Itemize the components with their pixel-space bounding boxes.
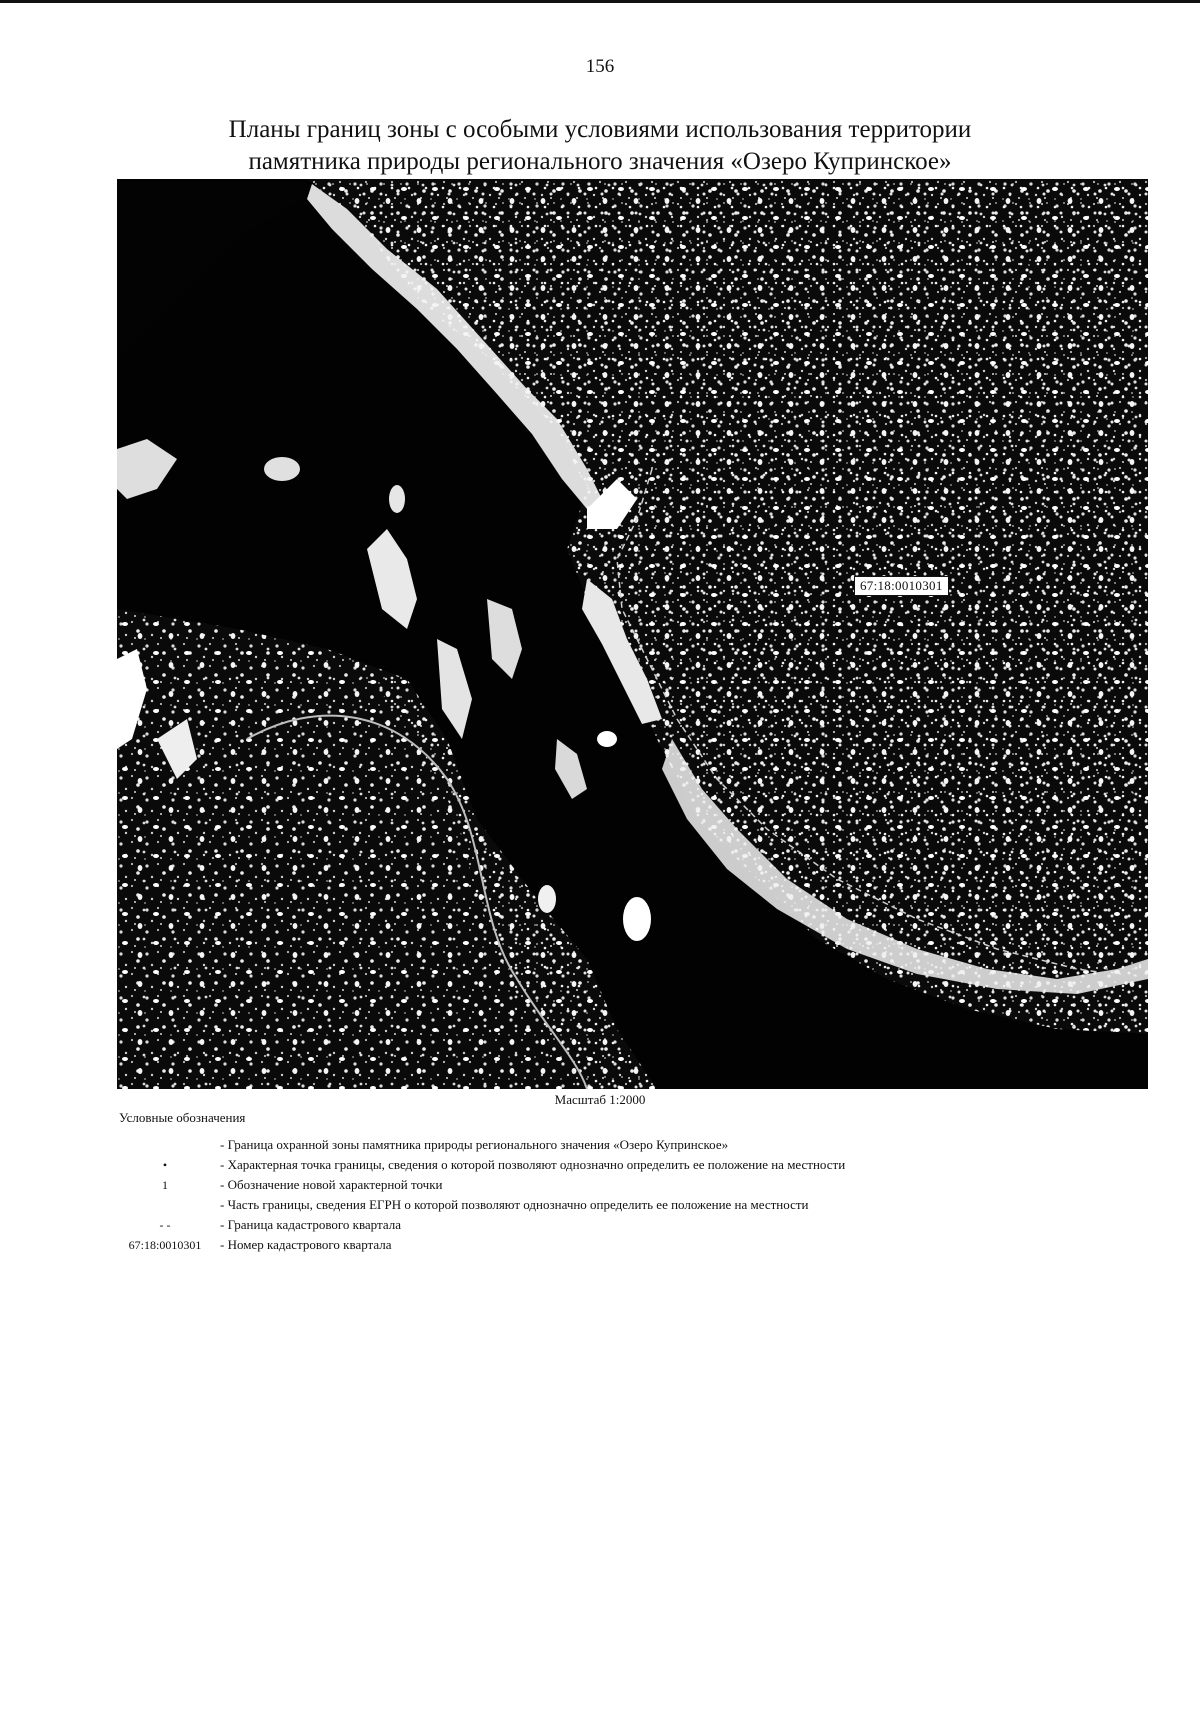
- page-title: [150, 114, 1050, 178]
- legend-text: - Граница кадастрового квартала: [220, 1217, 401, 1232]
- legend-item: [110, 1155, 1090, 1175]
- legend-symbol: •: [162, 1157, 168, 1172]
- title-line-2: памятника природы регионального значения «Озеро Купринское»: [248, 148, 952, 175]
- legend-item: [110, 1215, 1090, 1235]
- legend-title: Условные обозначения: [119, 1110, 246, 1125]
- legend-item: [110, 1235, 1090, 1255]
- legend: [110, 1135, 1090, 1255]
- legend-symbol: 67:18:0010301: [128, 1237, 202, 1252]
- legend-text: - Граница охранной зоны памятника природы регионального значения «Озеро Купринское»: [220, 1137, 729, 1152]
- legend-text: - Часть границы, сведения ЕГРН о которой позволяют однозначно определить ее положение на местности: [220, 1197, 809, 1212]
- legend-text: - Номер кадастрового квартала: [220, 1237, 392, 1252]
- page-top-edge: [0, 0, 1200, 3]
- legend-symbol: 1: [162, 1177, 168, 1192]
- legend-item: [110, 1195, 1090, 1215]
- legend-item: [110, 1175, 1090, 1195]
- legend-text: - Характерная точка границы, сведения о которой позволяют однозначно определить ее положение на местности: [220, 1157, 846, 1172]
- satellite-map[interactable]: [117, 179, 1148, 1089]
- page-number: 156: [585, 56, 615, 77]
- legend-item: [110, 1135, 1090, 1155]
- title-line-1: Планы границ зоны с особыми условиями использования территории: [228, 116, 972, 143]
- map-scale: Масштаб 1:2000: [554, 1092, 646, 1107]
- legend-text: - Обозначение новой характерной точки: [220, 1177, 443, 1192]
- map-imagery: [117, 179, 1148, 1089]
- legend-symbol: - -: [159, 1217, 171, 1232]
- cadastral-quarter-label: 67:18:0010301: [854, 576, 949, 596]
